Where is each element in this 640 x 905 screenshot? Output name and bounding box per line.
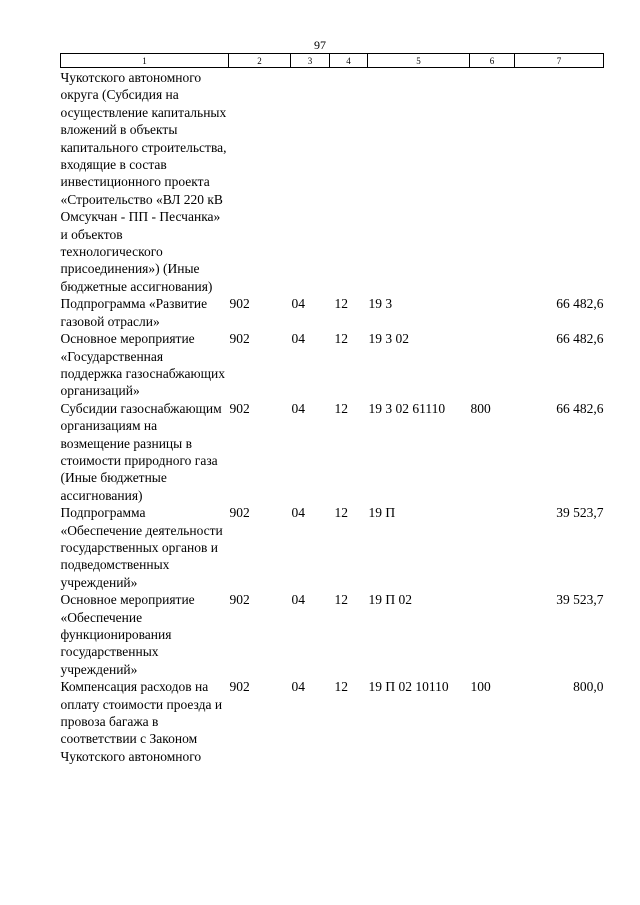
row-expense-kind: 100 bbox=[470, 679, 491, 695]
row-subsection: 12 bbox=[334, 296, 348, 312]
row-sum: 66 482,6 bbox=[556, 331, 604, 347]
column-number: 5 bbox=[368, 54, 470, 68]
row-subsection: 12 bbox=[334, 679, 348, 695]
row-expense-kind bbox=[470, 295, 515, 330]
row-section: 04 bbox=[291, 296, 305, 312]
row-name: Субсидии газоснабжающим организациям на возмещение разницы в стоимости природного газа (Иные бюджетные ассигнования) bbox=[60, 400, 222, 503]
row-name: Основное мероприятие «Обеспечение функционирования государственных учреждений» bbox=[60, 592, 195, 677]
row-name: Подпрограмма «Обеспечение деятельности государственных органов и подведомственных учреждений» bbox=[60, 505, 223, 590]
row-target-article: 19 3 02 bbox=[368, 331, 409, 347]
row-target-article: 19 П bbox=[368, 505, 396, 521]
row-admin-code: 902 bbox=[229, 400, 250, 416]
table-row bbox=[61, 678, 604, 765]
row-name: Компенсация расходов на оплату стоимости проезда и провоза багажа в соответствии с Законом Чукотского автономного bbox=[60, 679, 223, 764]
column-number: 2 bbox=[229, 54, 291, 68]
row-name: Подпрограмма «Развитие газовой отрасли» bbox=[60, 296, 208, 329]
row-section: 04 bbox=[291, 331, 305, 347]
row-admin-code: 902 bbox=[229, 592, 250, 608]
table-row bbox=[61, 295, 604, 330]
row-name: Чукотского автономного округа (Субсидия на осуществление капитальных вложений в объекты капитального строительства, входящие в состав инвестиционного проекта «Строительство «ВЛ 220 кВ Омсукчан - ПП - Песчанка» и объектов технологического присоединения») (Иные бюджетные ассигнования) bbox=[60, 70, 227, 294]
budget-table bbox=[60, 53, 604, 765]
row-subsection: 12 bbox=[334, 331, 348, 347]
row-target-article bbox=[368, 68, 470, 296]
row-sum bbox=[515, 68, 604, 296]
column-number: 6 bbox=[470, 54, 515, 68]
row-target-article: 19 П 02 bbox=[368, 592, 412, 608]
table-row bbox=[61, 68, 604, 296]
row-section: 04 bbox=[291, 592, 305, 608]
row-sum: 66 482,6 bbox=[556, 296, 604, 312]
row-sum: 66 482,6 bbox=[556, 400, 604, 416]
row-target-article: 19 П 02 10110 bbox=[368, 679, 449, 695]
row-target-article: 19 3 02 61110 bbox=[368, 400, 446, 416]
column-number-row bbox=[61, 54, 604, 68]
row-sum: 39 523,7 bbox=[556, 592, 604, 608]
row-sum: 800,0 bbox=[573, 679, 604, 695]
row-name: Основное мероприятие «Государственная поддержка газоснабжающих организаций» bbox=[60, 331, 225, 399]
row-admin-code bbox=[229, 68, 291, 296]
column-number: 4 bbox=[330, 54, 368, 68]
row-admin-code: 902 bbox=[229, 679, 250, 695]
table-row bbox=[61, 591, 604, 678]
column-number: 1 bbox=[61, 54, 229, 68]
row-sum: 39 523,7 bbox=[556, 505, 604, 521]
row-subsection: 12 bbox=[334, 505, 348, 521]
row-expense-kind bbox=[470, 504, 515, 591]
row-subsection bbox=[330, 68, 368, 296]
row-subsection: 12 bbox=[334, 592, 348, 608]
row-admin-code: 902 bbox=[229, 505, 250, 521]
column-number: 7 bbox=[515, 54, 604, 68]
row-expense-kind bbox=[470, 330, 515, 400]
row-section: 04 bbox=[291, 400, 305, 416]
row-section bbox=[291, 68, 330, 296]
row-expense-kind: 800 bbox=[470, 400, 491, 416]
page-number: 97 bbox=[314, 38, 326, 52]
table-row bbox=[61, 504, 604, 591]
row-admin-code: 902 bbox=[229, 296, 250, 312]
row-admin-code: 902 bbox=[229, 331, 250, 347]
table-row bbox=[61, 400, 604, 504]
row-target-article: 19 3 bbox=[368, 296, 393, 312]
table-row bbox=[61, 330, 604, 400]
row-section: 04 bbox=[291, 505, 305, 521]
row-subsection: 12 bbox=[334, 400, 348, 416]
column-number: 3 bbox=[291, 54, 330, 68]
row-expense-kind bbox=[470, 591, 515, 678]
row-expense-kind bbox=[470, 68, 515, 296]
row-section: 04 bbox=[291, 679, 305, 695]
